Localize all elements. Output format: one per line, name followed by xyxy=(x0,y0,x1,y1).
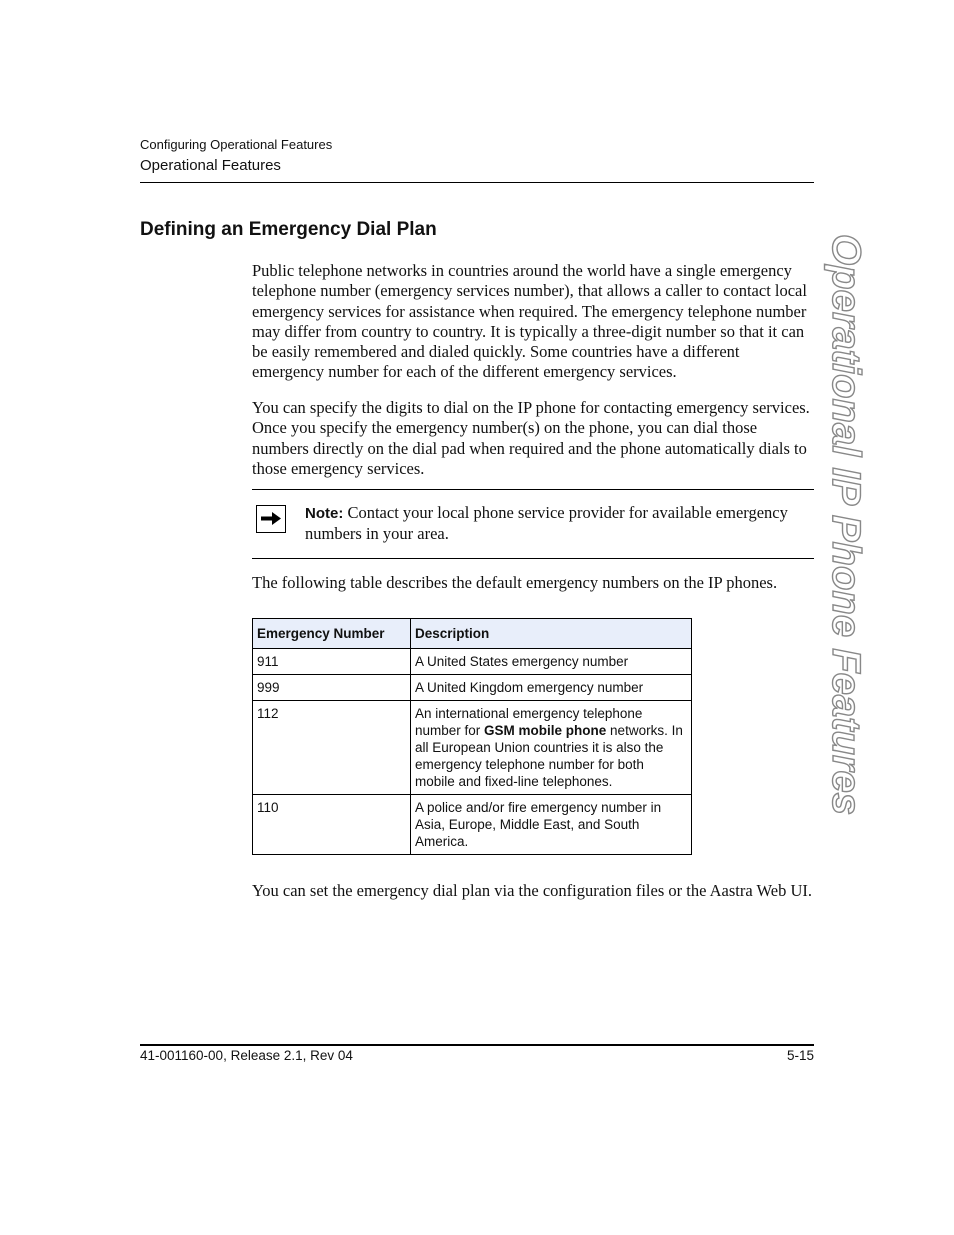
cell-description: A police and/or fire emergency number in Asia, Europe, Middle East, and South America. xyxy=(411,795,692,855)
desc-part: networks. In all European Union countries it is also the emergency telephone number for both mobile and fixed-line telephones. xyxy=(415,723,683,789)
side-title-text: Operational IP Phone Features xyxy=(823,234,868,815)
cell-number: 999 xyxy=(253,675,411,701)
footer-doc-id: 41-001160-00, Release 2.1, Rev 04 xyxy=(140,1048,353,1063)
column-header-description: Description xyxy=(411,619,692,649)
note-text xyxy=(305,503,815,545)
desc-part: An international emergency telephone number for xyxy=(415,706,643,738)
note-label: Note: xyxy=(305,505,344,522)
cell-number: 110 xyxy=(253,795,411,855)
section-title: Defining an Emergency Dial Plan xyxy=(140,219,437,240)
header-rule xyxy=(140,182,814,183)
side-chapter-title xyxy=(817,234,873,815)
note-body: Contact your local phone service provider for available emergency numbers in your area. xyxy=(305,503,788,544)
specify-digits-paragraph: You can specify the digits to dial on the IP phone for contacting emergency services. Once you specify the emergency number(s) on the phone, you can dial those numbers directly on the dial pad when required and the phone automatically dials to those emergency services. xyxy=(252,398,810,478)
column-header-number: Emergency Number xyxy=(253,619,411,649)
emergency-numbers-table xyxy=(252,618,692,855)
header-chapter: Configuring Operational Features xyxy=(140,137,333,152)
note-bottom-rule xyxy=(252,558,814,559)
intro-paragraph: Public telephone networks in countries around the world have a single emergency telephone number (emergency services number), that allows a caller to contact local emergency services for assistance when required. The emergency telephone number may differ from country to country. It is typically a three-digit number so that it can be easily remembered and dialed quickly. Some countries have a different emergency number for each of the different emergency services. xyxy=(252,261,807,382)
note-top-rule xyxy=(252,489,814,490)
desc-bold: GSM mobile phone xyxy=(484,723,607,738)
cell-description xyxy=(411,701,692,795)
closing-paragraph: You can set the emergency dial plan via the configuration files or the Aastra Web UI. xyxy=(252,881,812,900)
table-row xyxy=(253,795,692,855)
cell-description: A United States emergency number xyxy=(411,649,692,675)
table-row xyxy=(253,675,692,701)
cell-number: 112 xyxy=(253,701,411,795)
header-section: Operational Features xyxy=(140,157,281,174)
table-row xyxy=(253,649,692,675)
table-row xyxy=(253,701,692,795)
arrow-right-icon xyxy=(256,505,286,533)
table-header-row xyxy=(253,619,692,649)
cell-description: A United Kingdom emergency number xyxy=(411,675,692,701)
footer-page-number: 5-15 xyxy=(786,1048,814,1063)
table-intro-paragraph: The following table describes the default emergency numbers on the IP phones. xyxy=(252,573,778,592)
footer-rule xyxy=(140,1044,814,1046)
cell-number: 911 xyxy=(253,649,411,675)
